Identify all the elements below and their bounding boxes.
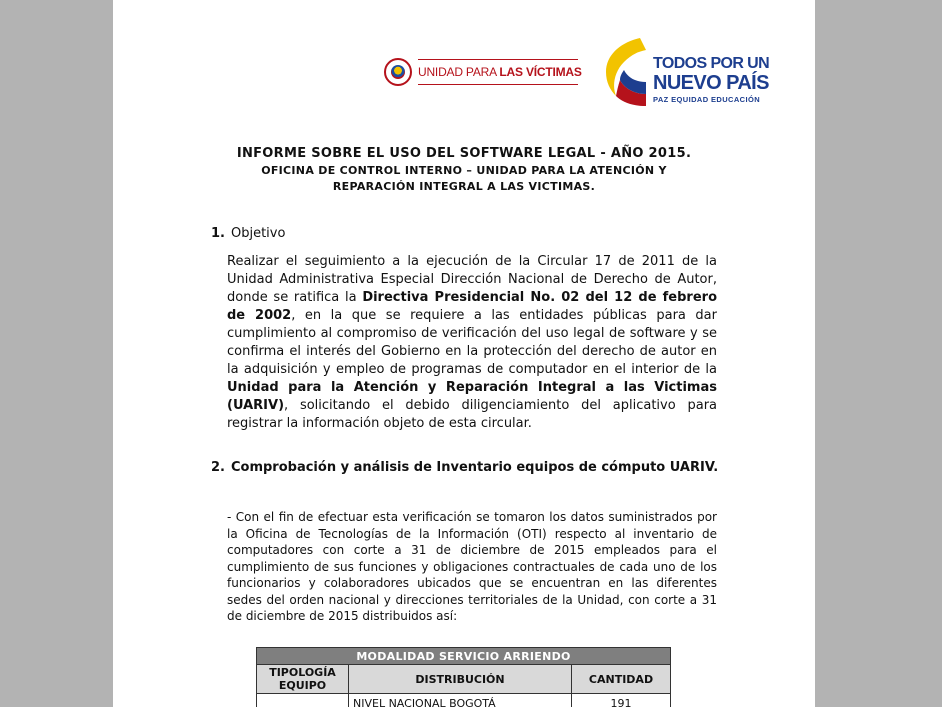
unidad-victimas-logo [384, 58, 582, 86]
cell-tipologia [257, 694, 349, 707]
table-row [257, 694, 671, 707]
document-title [113, 146, 815, 193]
document-page [113, 0, 815, 707]
title-line2: OFICINA DE CONTROL INTERNO – UNIDAD PARA LA ATENCIÓN Y [261, 164, 667, 177]
section-1-paragraph: Realizar el seguimiento a la ejecución de la Circular 17 de 2011 de la Unidad Administrativa Especial Dirección Nacional de Derecho de Autor, donde se ratifica la Directiva Presidencial No. 02 del 12 de febrero de 2002, en la que se requiere a las entidades públicas para dar cumplimiento al compromiso de verificación del uso legal de software y se confirma el interés del Gobierno en la protección del derecho de autor en la adquisición y empleo de programas de computador en el interior de la Unidad para la Atención y Reparación Integral a las Victimas (UARIV), solicitando el debido diligenciamiento del aplicativo para registrar la información objeto de esta circular. [227, 254, 717, 431]
flag-swoosh-icon [602, 36, 654, 110]
title-line3: REPARACIÓN INTEGRAL A LAS VICTIMAS. [332, 180, 596, 193]
section-2-heading [211, 459, 721, 476]
section-2-title: Comprobación y análisis de Inventario equipos de cómputo UARIV. [230, 460, 719, 475]
gov-logo-line3: PAZ EQUIDAD EDUCACIÓN [653, 95, 761, 104]
unidad-logo-text: UNIDAD PARA LAS VÍCTIMAS [418, 65, 582, 79]
header-distribucion: DISTRIBUCIÓN [349, 665, 572, 694]
header-cantidad: CANTIDAD [572, 665, 671, 694]
inventory-table [256, 647, 671, 707]
table-caption: MODALIDAD SERVICIO ARRIENDO [257, 648, 671, 665]
cell-distribucion: NIVEL NACIONAL BOGOTÁ [349, 694, 572, 707]
section-1-number: 1. [211, 226, 225, 241]
todos-por-un-nuevo-pais-logo [602, 36, 772, 110]
cell-cantidad: 191 [572, 694, 671, 707]
section-2-paragraph: - Con el fin de efectuar esta verificación se tomaron los datos suministrados por la Oficina de Tecnologías de la Información (OTI) respecto al inventario de computadores con corte a 31 de diciembre de 2015 empleados para el cumplimiento de sus funciones y obligaciones contractuales de cada uno de los funcionarios y colaboradores ubicados que se encuentran en las diferentes sedes del orden nacional y direcciones territoriales de la Unidad, con corte a 31 de diciembre de 2015 distribuidos así: [227, 510, 717, 623]
header-tipologia: TIPOLOGÍA EQUIPO [257, 665, 349, 694]
coat-of-arms-icon [384, 58, 412, 86]
gov-logo-line1: TODOS POR UN [653, 55, 770, 72]
section-1-heading [211, 226, 721, 241]
title-line1: INFORME SOBRE EL USO DEL SOFTWARE LEGAL - AÑO 2015. [236, 146, 692, 161]
section-2-number: 2. [211, 460, 225, 475]
gov-logo-line2: NUEVO PAÍS [653, 72, 769, 94]
section-1-title: Objetivo [230, 226, 286, 241]
